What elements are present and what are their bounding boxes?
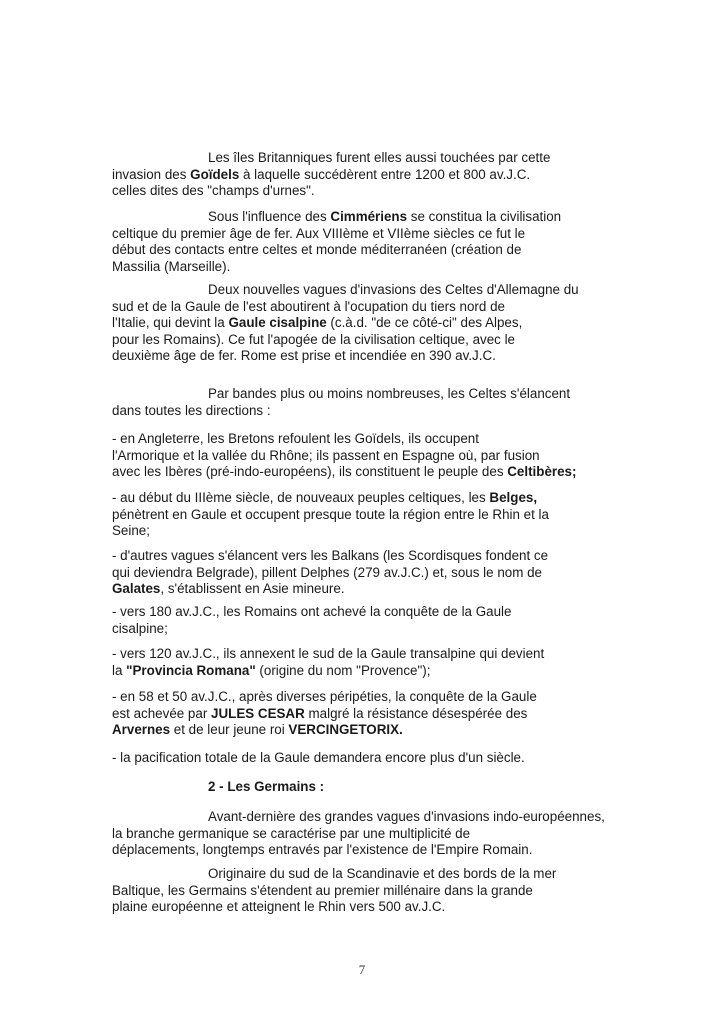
term-vercingetorix: VERCINGETORIX. [288, 722, 403, 738]
list-item-angleterre: - en Angleterre, les Bretons refoulent les Goïdels, ils occupent l'Armorique et la vallée du Rhône; ils passent en Espagne où, par fusion avec les Ibères (pré-indo-européens), ils constituent le peuple des Celtibères; [112, 431, 577, 480]
term-gaule-cisalpine: Gaule cisalpine [228, 315, 327, 331]
paragraph-gaule-cisalpine: Deux nouvelles vagues d'invasions des Celtes d'Allemagne du sud et de la Gaule de l'est aboutirent à l'ocupation du tiers nord de l'Italie, qui devint la Gaule cisalpine (c.à.d. "de ce côté-ci" des Alpes, pour les Romains). Ce fut l'apogée de la civilisation celtique, avec le deuxième âge de fer. Rome est prise et incendiée en 390 av.J.C. [112, 282, 579, 364]
paragraph-bandes: Par bandes plus ou moins nombreuses, les Celtes s'élancent dans toutes les directions : [112, 386, 571, 418]
list-item-120: - vers 120 av.J.C., ils annexent le sud de la Gaule transalpine qui devient la "Provincia Romana" (origine du nom "Provence"); [112, 646, 545, 678]
term-celtiberes: Celtibères; [507, 464, 577, 480]
list-item-pacification: - la pacification totale de la Gaule demandera encore plus d'un siècle. [112, 750, 525, 765]
term-provincia-romana: "Provincia Romana" [126, 662, 256, 678]
page-number: 7 [358, 962, 366, 977]
term-galates: Galates [112, 581, 161, 597]
term-goidels: Goïdels [190, 166, 240, 182]
term-cimmeriens: Cimmériens [330, 209, 408, 224]
paragraph-scandinavie: Originaire du sud de la Scandinavie et des bords de la mer Baltique, les Germains s'étendent au premier millénaire dans la grande plaine européenne et atteignent le Rhin vers 500 av.J.C. [112, 866, 557, 915]
section-heading: 2 - Les Germains : [208, 779, 325, 794]
list-item-balkans: - d'autres vagues s'élancent vers les Balkans (les Scordisques fondent ce qui deviendra Belgrade), pillent Delphes (279 av.J.C.) et, sous le nom de Galates, s'établissent en Asie mineure. [112, 548, 549, 597]
paragraph-cimmeriens: Sous l'influence des Cimmériens se constitua la civilisation celtique du premier âge de fer. Aux VIIIème et VIIème siècles ce fut le début des contacts entre celtes et monde méditerranéen (création de Massilia (Marseille). [112, 209, 562, 274]
term-arvernes: Arvernes [112, 722, 171, 738]
paragraph-germains: Avant-dernière des grandes vagues d'invasions indo-européennes, la branche germanique se caractérise par une multiplicité de déplacements, longtemps entravés par l'existence de l'Empire Romain. [112, 809, 605, 858]
list-item-cesar: - en 58 et 50 av.J.C., après diverses péripéties, la conquête de la Gaule est achevée par JULES CESAR malgré la résistance désespérée des Arvernes et de leur jeune roi VERCINGETORIX. [112, 689, 537, 738]
list-item-belges: - au début du IIIème siècle, de nouveaux peuples celtiques, les Belges, pénètrent en Gaule et occupent presque toute la région entre le Rhin et la Seine; [112, 490, 549, 539]
list-item-180: - vers 180 av.J.C., les Romains ont achevé la conquête de la Gaule cisalpine; [112, 604, 512, 636]
term-belges: Belges, [489, 490, 538, 505]
term-jules-cesar: JULES CESAR [211, 705, 305, 721]
paragraph-british-isles: Les îles Britanniques furent elles aussi touchées par cette invasion des Goïdels à laquelle succédèrent entre 1200 et 800 av.J.C. celles dites des "champs d'urnes". [112, 150, 551, 199]
